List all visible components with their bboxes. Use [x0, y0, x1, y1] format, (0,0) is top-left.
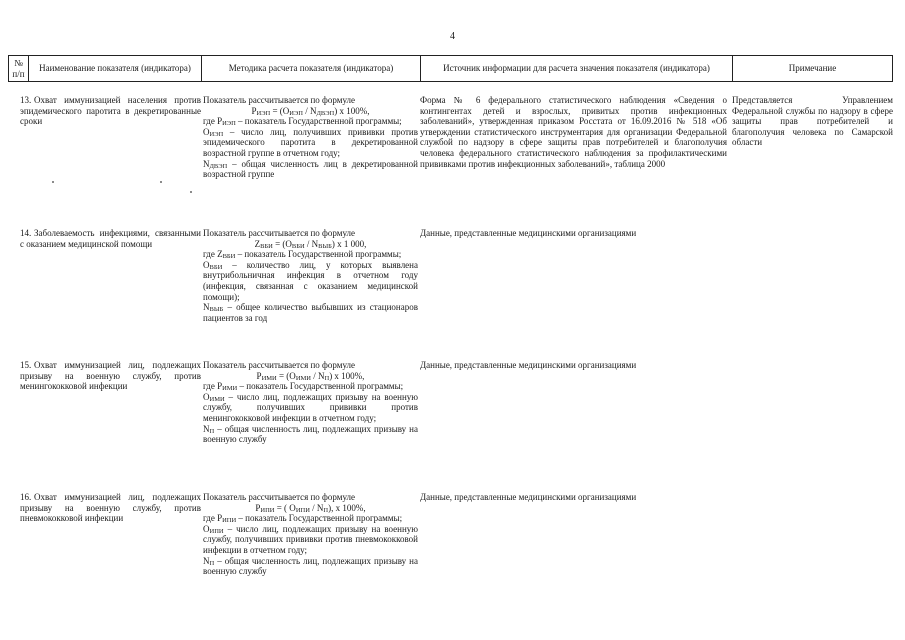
scan-speck	[160, 181, 162, 183]
indicator-name: 13. Охват иммунизацией населения против эпидемического паротита в декретированные сроки	[20, 95, 201, 127]
calculation-method: Показатель рассчитывается по формуле $P_{ИМИ} = (O_{ИМИ} / N_П)$ x 100%, где $P_{ИМИ}$ – показатель Государственной программы; $O_{ИМИ}$ – число лиц, подлежащих призыву на военную службу, получивших прививки против менингококковой инфекции в отчетном году; $N_П$ – общая численность лиц, подлежащих призыву на военную службу	[203, 360, 418, 445]
table-header	[8, 55, 893, 82]
indicator-name: 15. Охват иммунизацией лиц, подлежащих призыву на военную службу, против менингококковой инфекции	[20, 360, 201, 392]
formula: $P_{ИМИ} = (O_{ИМИ} / N_П)$ x 100%,	[256, 370, 365, 382]
definition: $O_{ИМИ}$ – число лиц, подлежащих призыву на военную службу, получивших прививки против менингококковой инфекции в отчетном году;	[203, 391, 418, 423]
indicator-name: 14. Заболеваемость инфекциями, связанными с оказанием медицинской помощи	[20, 228, 201, 249]
info-source: Форма № 6 федерального статистического наблюдения «Сведения о контингентах детей и взрослых, привитых против инфекционных заболеваний», утвержденная приказом Росстата от 16.09.2016 № 518 «Об утверждении статистического инструментария для организации Федеральной службой по надзору в сфере защиты прав потребителей и благополучия человека федерального статистического наблюдения за профилактическими прививками против инфекционных заболеваний», таблица 2000	[420, 95, 727, 169]
formula: $P_{ИПИ}$ = ( $O_{ИПИ} / N_П$), x 100%,	[255, 502, 366, 514]
calculation-method: Показатель рассчитывается по формуле $P_{ИПИ}$ = ( $O_{ИПИ} / N_П$), x 100%, где $P_{ИПИ}$ – показатель Государственной программы; $O_{ИПИ}$ – число лиц, подлежащих призыву на военную службу, получивших прививки против пневмококковой инфекции в отчетном году; $N_П$ – общая численность лиц, подлежащих призыву на военную службу	[203, 492, 418, 577]
formula: $P_{ИЭП} = (O_{ИЭП} / N_{ДВЭП})$ x 100%,	[251, 105, 370, 117]
definition: где $Z_{ВБИ}$ – показатель Государственной программы;	[203, 249, 402, 261]
indicator-name: 16. Охват иммунизацией лиц, подлежащих призыву на военную службу, против пневмококковой инфекции	[20, 492, 201, 524]
definition: $O_{ИПИ}$ – число лиц, подлежащих призыву на военную службу, получивших прививки против пневмококковой инфекции в отчетном году;	[203, 523, 418, 555]
calculation-method: Показатель рассчитывается по формуле $Z_{ВБИ} = (O_{ВБИ} / N_{ВЫБ})$ x 1 000, где $Z_{ВБИ}$ – показатель Государственной программы; $O_{ВБИ}$ – количество лиц, у которых выявлена внутрибольничная инфекция в отчетном году (инфекция, связанная с оказанием медицинской помощи); $N_{ВЫБ}$ – общее количество выбывших из стационаров пациентов за год	[203, 228, 418, 323]
info-source: Данные, представленные медицинскими организациями	[420, 360, 637, 370]
definition: $N_{ВЫБ}$ – общее количество выбывших из стационаров пациентов за год	[203, 302, 418, 323]
definition: где $P_{ИМИ}$ – показатель Государственной программы;	[203, 381, 404, 393]
header-source: Источник информации для расчета значения показателя (индикатора)	[420, 56, 732, 81]
info-source: Данные, представленные медицинскими организациями	[420, 228, 637, 238]
header-num: № п/п	[8, 56, 28, 81]
info-source: Данные, представленные медицинскими организациями	[420, 492, 637, 502]
header-name: Наименование показателя (индикатора)	[28, 56, 201, 81]
definition: где $P_{ИЭП}$ – показатель Государственной программы;	[203, 116, 402, 128]
formula: $Z_{ВБИ} = (O_{ВБИ} / N_{ВЫБ})$ x 1 000,	[254, 238, 367, 250]
scan-speck	[190, 191, 192, 193]
definition: $N_{ДВЭП}$ – общая численность лиц в декретированной возрастной группе	[203, 158, 418, 180]
remark: Представляется Управлением Федеральной службы по надзору в сфере защиты прав потребителей и благополучия человека по Самарской области	[732, 95, 893, 148]
page-number: 4	[450, 31, 455, 42]
definition: $N_П$ – общая численность лиц, подлежащих призыву на военную службу	[203, 423, 418, 445]
definition: $O_{ИЭП}$ – число лиц, получивших прививки против эпидемического паротита в декретированной возрастной группе в отчетном году;	[203, 126, 418, 158]
header-method: Методика расчета показателя (индикатора)	[201, 56, 420, 81]
definition: $N_П$ – общая численность лиц, подлежащих призыву на военную службу	[203, 555, 418, 577]
header-note: Примечание	[732, 56, 893, 81]
definition: $O_{ВБИ}$ – количество лиц, у которых выявлена внутрибольничная инфекция в отчетном году (инфекция, связанная с оказанием медицинской помощи);	[203, 259, 418, 302]
definition: где $P_{ИПИ}$ – показатель Государственной программы;	[203, 513, 403, 525]
calculation-method: Показатель рассчитывается по формуле $P_{ИЭП} = (O_{ИЭП} / N_{ДВЭП})$ x 100%, где $P_{ИЭП}$ – показатель Государственной программы; $O_{ИЭП}$ – число лиц, получивших прививки против эпидемического паротита в декретированной возрастной группе в отчетном году; $N_{ДВЭП}$ – общая численность лиц в декретированной возрастной группе	[203, 95, 418, 180]
scan-speck	[52, 181, 54, 183]
